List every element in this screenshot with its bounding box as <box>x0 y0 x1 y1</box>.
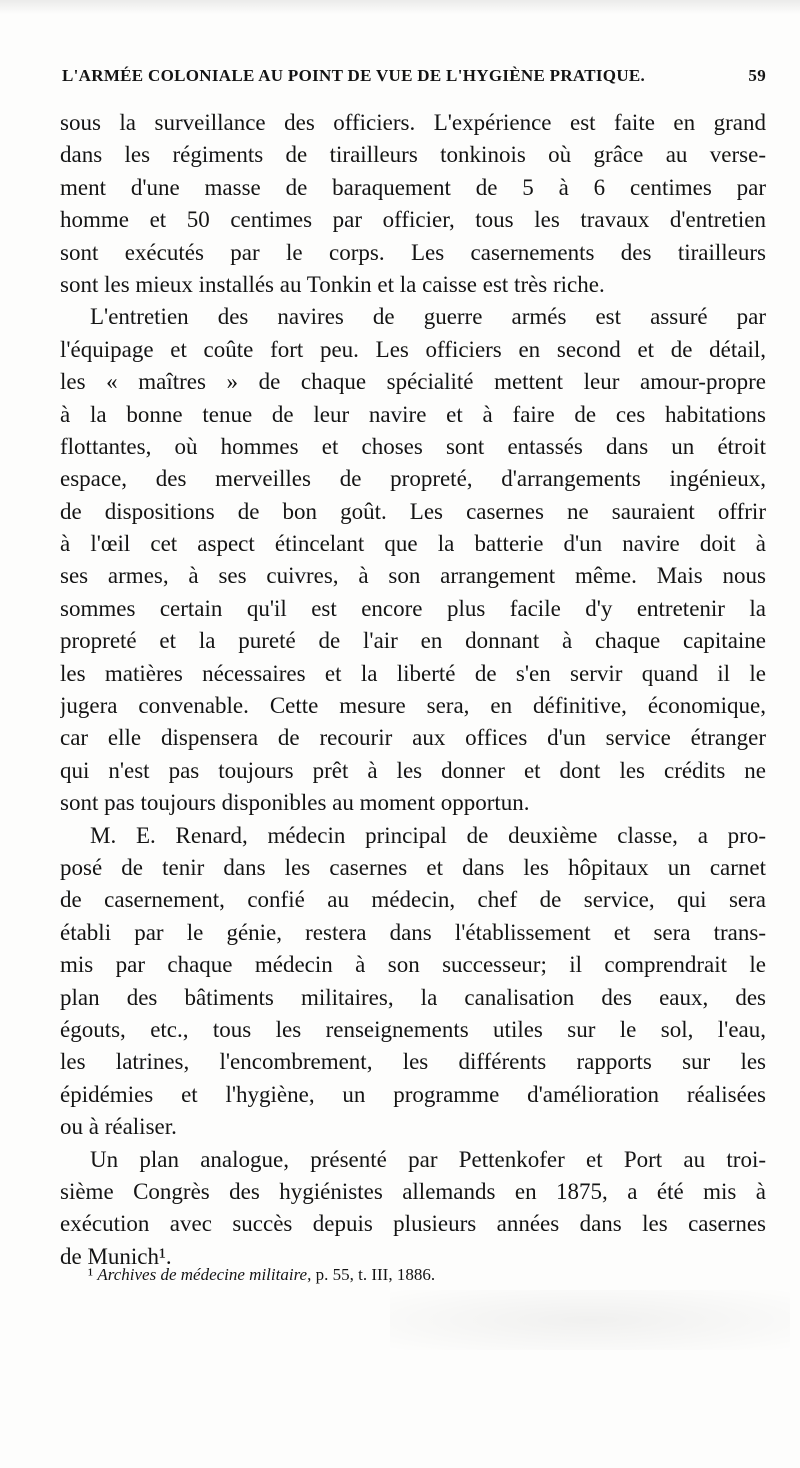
text-line: flottantes, où hommes et choses sont entassés dans un étroit <box>60 433 766 459</box>
text-line: dans les régiments de tirailleurs tonkinois où grâce au verse- <box>60 142 766 168</box>
body-text <box>60 107 766 1273</box>
text-line: de casernement, confié au médecin, chef de service, qui sera <box>60 887 766 913</box>
text-line: à l'œil cet aspect étincelant que la batterie d'un navire doit à <box>60 531 766 557</box>
text-line: sont pas toujours disponibles au moment opportun. <box>60 790 530 816</box>
text-line: plan des bâtiments militaires, la canalisation des eaux, des <box>60 984 766 1010</box>
show-through-shadow <box>390 1290 790 1350</box>
text-line: propreté et la pureté de l'air en donnant à chaque capitaine <box>60 628 766 654</box>
page-number: 59 <box>748 66 766 85</box>
footnote-citation: , p. 55, t. III, 1886. <box>307 1265 436 1284</box>
scan-edge <box>0 0 800 14</box>
text-line: ou à réaliser. <box>60 1114 177 1140</box>
text-line: sous la surveillance des officiers. L'expérience est faite en grand <box>60 110 766 135</box>
text-line: les matières nécessaires et la liberté de s'en servir quand il le <box>60 660 766 686</box>
text-line: l'équipage et coûte fort peu. Les officiers en second et de détail, <box>60 336 766 362</box>
text-line: posé de tenir dans les casernes et dans les hôpitaux un carnet <box>60 854 766 880</box>
text-line: mis par chaque médecin à son successeur; il comprendrait le <box>60 952 766 978</box>
text-line: exécution avec succès depuis plusieurs années dans les casernes <box>60 1211 766 1237</box>
paragraph-start-line: M. E. Renard, médecin principal de deuxième classe, a pro- <box>90 822 766 848</box>
text-line: les « maîtres » de chaque spécialité mettent leur amour-propre <box>60 369 766 395</box>
text-line: épidémies et l'hygiène, un programme d'amélioration réalisées <box>60 1081 766 1107</box>
text-line: à la bonne tenue de leur navire et à faire de ces habitations <box>60 401 766 427</box>
text-line: ment d'une masse de baraquement de 5 à 6 centimes par <box>60 174 766 200</box>
footnote-marker: ¹ <box>88 1265 94 1284</box>
footnote-title: Archives de médecine militaire <box>97 1265 308 1284</box>
paragraph-start-line: Un plan analogue, présenté par Pettenkofer et Port au troi- <box>90 1146 766 1172</box>
paragraph-start-line: L'entretien des navires de guerre armés est assuré par <box>90 304 766 330</box>
text-line: sommes certain qu'il est encore plus facile d'y entretenir la <box>60 595 766 621</box>
text-line: qui n'est pas toujours prêt à les donner et dont les crédits ne <box>60 757 766 783</box>
text-line: jugera convenable. Cette mesure sera, en définitive, économique, <box>60 693 766 719</box>
running-header <box>62 66 766 96</box>
text-line: de dispositions de bon goût. Les casernes ne sauraient offrir <box>60 498 766 524</box>
text-line: sont les mieux installés au Tonkin et la caisse est très riche. <box>60 271 605 297</box>
text-line: sième Congrès des hygiénistes allemands en 1875, a été mis à <box>60 1178 766 1204</box>
text-line: espace, des merveilles de propreté, d'arrangements ingénieux, <box>60 466 766 492</box>
text-line: ses armes, à ses cuivres, à son arrangement même. Mais nous <box>60 563 766 589</box>
header-title: L'ARMÉE COLONIALE AU POINT DE VUE DE L'HYGIÈNE PRATIQUE. <box>62 66 646 85</box>
text-line: les latrines, l'encombrement, les différents rapports sur les <box>60 1049 766 1075</box>
text-line: sont exécutés par le corps. Les casernements des tirailleurs <box>60 239 766 265</box>
text-line: égouts, etc., tous les renseignements utiles sur le sol, l'eau, <box>60 1016 766 1042</box>
text-line: établi par le génie, restera dans l'établissement et sera trans- <box>60 919 766 945</box>
text-line: car elle dispensera de recourir aux offices d'un service étranger <box>60 725 766 751</box>
text-line: homme et 50 centimes par officier, tous les travaux d'entretien <box>60 207 766 233</box>
footnote <box>88 1262 435 1288</box>
text-line: de Munich¹. <box>60 1243 172 1269</box>
